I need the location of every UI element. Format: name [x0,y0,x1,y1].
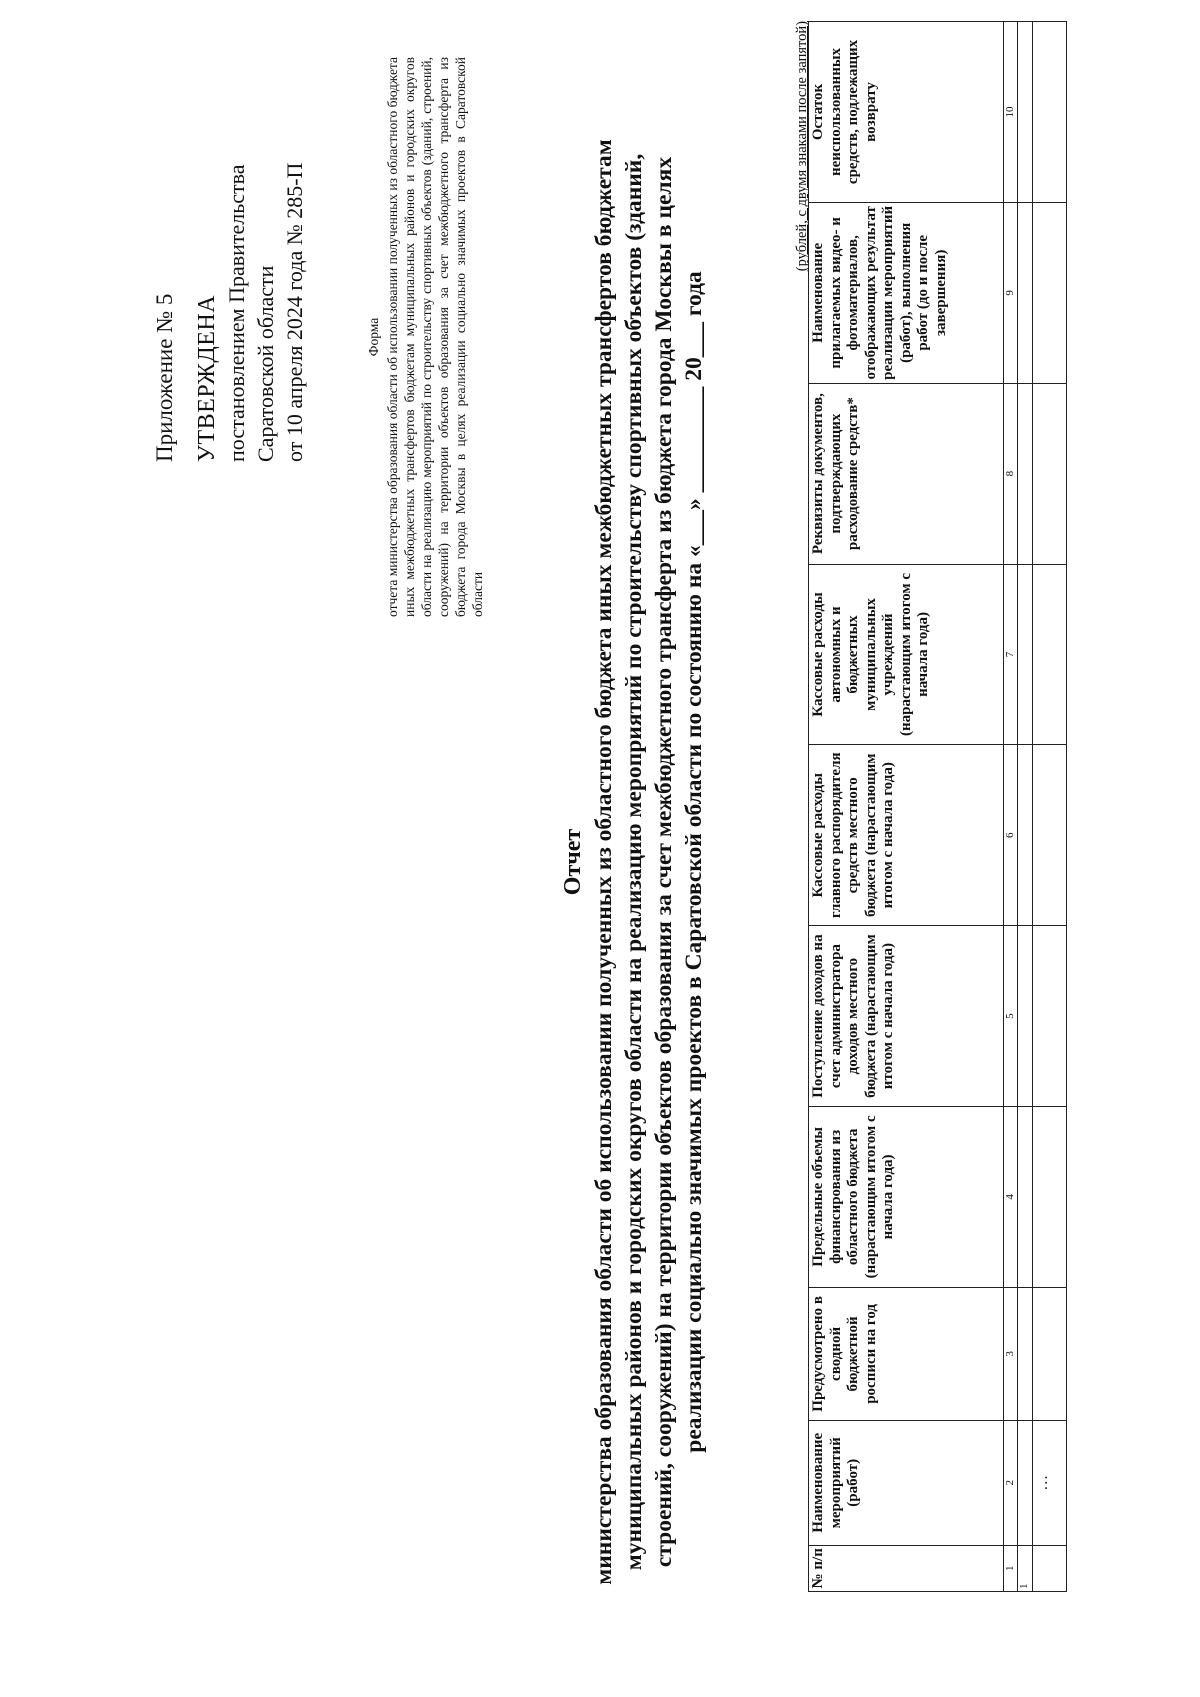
form-label: Форма [366,317,381,357]
column-number: 9 [1004,202,1018,383]
appendix-number: Приложение № 5 [152,293,177,462]
column-number: 6 [1004,745,1018,926]
row-number-cell [1033,1545,1067,1591]
table-row [1033,22,1067,1592]
column-header: Наименование прилагаемых видео- и фотоматериалов, отображающих результат реализации мероприятий (работ), выполнения работ (до и после завершения) [809,202,1004,383]
table-cell [1018,745,1033,926]
column-number: 10 [1004,22,1018,203]
table-cell [1033,1106,1067,1287]
column-header: Остаток неиспользованных средств, подлежащих возврату [809,22,1004,203]
column-number: 5 [1004,926,1018,1107]
column-number: 3 [1004,1287,1018,1420]
row-name-cell: … [1033,1420,1067,1545]
column-header: Кассовые расходы главного распорядителя средств местного бюджета (нарастающим итогом с начала года) [809,745,1004,926]
column-header: Реквизиты документов, подтверждающих расходование средств* [809,383,1004,564]
column-header: Кассовые расходы автономных и бюджетных муниципальных учреждений (нарастающим итогом с начала года) [809,564,1004,745]
approval-line-2: Саратовской области [253,265,278,462]
table-cell [1018,22,1033,203]
column-header: Предельные объемы финансирования из областного бюджета (нарастающим итогом с начала года) [809,1106,1004,1287]
table-header-row [809,22,1004,1592]
table-cell [1033,202,1067,383]
table-cell [1018,926,1033,1107]
column-number: 4 [1004,1106,1018,1287]
table-cell [1018,564,1033,745]
table-cell [1033,1287,1067,1420]
report-title: Отчет [560,828,586,896]
column-number: 1 [1004,1545,1018,1591]
column-number: 8 [1004,383,1018,564]
form-text: отчета министерства образования области об использовании полученных из областного бюджета иных межбюджетных трансфертов бюджетам муниципальных районов и городских округов области на реализацию мероприятий по строительству спортивных объектов (зданий, строений, сооружений) на территории объектов образования за счет межбюджетного трансферта из бюджета города Москвы в целях реализации социально значимых проектов в Саратовской области [385,57,485,617]
approval-stamp: УТВЕРЖДЕНА [194,294,220,462]
approval-block [150,22,309,462]
table-cell [1033,745,1067,926]
column-number: 7 [1004,564,1018,745]
column-header: Предусмотрено в сводной бюджетной росписи на год [809,1287,1004,1420]
row-name-cell [1018,1420,1033,1545]
table-cell [1018,1106,1033,1287]
approval-line-1: постановлением Правительства [224,164,249,462]
table-cell [1018,383,1033,564]
column-number: 2 [1004,1420,1018,1545]
column-number-row [1004,22,1018,1592]
report-table [808,21,1067,1592]
column-header: Наименование мероприятий (работ) [809,1420,1004,1545]
report-subtitle: министерства образования области об использовании полученных из областного бюджета иных межбюджетных трансфертов бюджетам муниципальных районов и городских округов области на реализацию мероприятий по строительству спортивных объектов (зданий, строений, сооружений) на территории объектов образования за счет межбюджетного трансферта из бюджета города Москвы в целях реализации социально значимых проектов в Саратовской области по состоянию на «___» _________ 20___ года [591,139,707,1585]
table-row [1018,22,1033,1592]
table-cell [1033,926,1067,1107]
table-cell [1033,383,1067,564]
approval-line-3: от 10 апреля 2024 года № 285-П [282,162,307,462]
report-title-block [558,122,709,1602]
column-header: Поступление доходов на счет администратора доходов местного бюджета (нарастающим итогом с начала года) [809,926,1004,1107]
column-header: № п/п [809,1545,1004,1591]
table-cell [1033,564,1067,745]
table-cell [1018,1287,1033,1420]
table-cell [1018,202,1033,383]
row-number-cell: 1 [1018,1545,1033,1591]
table-cell [1033,22,1067,203]
form-description [365,57,486,617]
units-note: (рублей, с двумя знаками после запятой) [794,21,810,272]
